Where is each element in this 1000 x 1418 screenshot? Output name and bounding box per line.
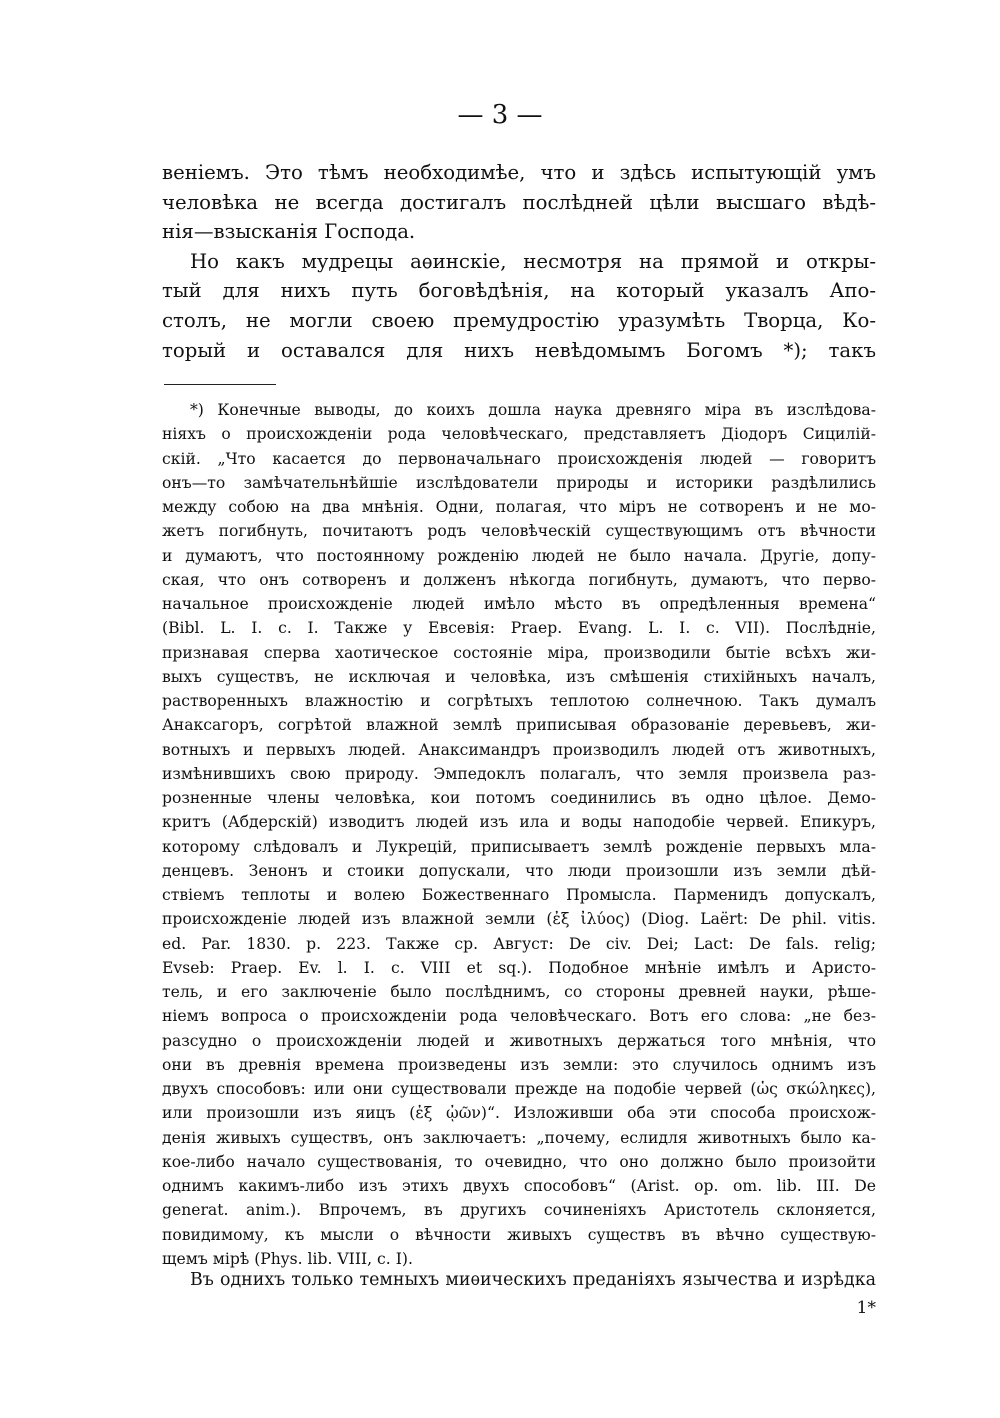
footnote-line: или произошли изъ яицъ (ἐξ ᾠῶν)“. Изложивши оба эти способа происхож- (162, 1104, 876, 1123)
footnote-line: выхъ существъ, не исключая и человѣка, изъ смѣшенія стихійныхъ началъ, (162, 667, 876, 686)
footnote-line: и думаютъ, что постоянному рожденію людей не было начала. Другіе, допу- (162, 546, 876, 565)
footnote-line: между собою на два мнѣнія. Одни, полагая, что міръ не сотворенъ и не мо- (162, 498, 876, 516)
footnote-line: щемъ мірѣ (Phys. lib. VIII, c. I). (162, 1249, 413, 1268)
footnote-line: ed. Par. 1830. p. 223. Также ср. Август: De civ. Dei; Lact: De fals. relig; (162, 934, 876, 953)
footnote-line: Evseb: Praep. Ev. l. I. c. VIII et sq.). Подобное мнѣніе имѣлъ и Аристо- (162, 958, 876, 977)
footnote-line: разсудно о происхожденіи людей и животныхъ держаться того мнѣнія, что (162, 1031, 876, 1050)
footnote-line: которому слѣдовалъ и Лукрецій, приписываетъ землѣ рожденіе первыхъ мла- (162, 837, 876, 856)
footnote-line: Анаксагоръ, согрѣтой влажной землѣ приписывая образованіе деревьевъ, жи- (162, 716, 876, 735)
footnote-line: они въ древнія времена произведены изъ земли: это случилось однимъ изъ (162, 1055, 876, 1074)
footnote-divider (164, 384, 276, 385)
footnote-line: *) Конечные выводы, до коихъ дошла наука древняго міра въ изслѣдова- (190, 401, 876, 419)
footnote-line: признавая сперва хаотическое состояніе міра, производили бытіе всѣхъ жи- (162, 643, 876, 662)
footnote-line: повидимому, къ мысли о вѣчности живыхъ существъ въ вѣчно существую- (162, 1225, 876, 1244)
text-line: Но какъ мудрецы аѳинскіе, несмотря на прямой и откры- (190, 249, 876, 273)
footnote-line: критъ (Абдерскій) изводитъ людей изъ ила и воды наподобіе червей. Епикуръ, (162, 813, 876, 832)
footnote-line: происхожденіе людей изъ влажной земли (ἐξ ἰλύος) (Diog. Laërt: De phil. vitis. (162, 910, 876, 929)
text-line: Въ однихъ только темныхъ миѳическихъ преданіяхъ язычества и изрѣдка (190, 1270, 876, 1290)
footnote-line: измѣнившихъ свою природу. Эмпедоклъ полагалъ, что земля произвела раз- (162, 764, 876, 783)
footnote-line: generat. anim.). Впрочемъ, въ другихъ сочиненіяхъ Аристотель склоняется, (162, 1201, 876, 1220)
main-text (162, 158, 876, 365)
footnote-line: денія живыхъ существъ, онъ заключаетъ: „почему, еслидля животныхъ было ка- (162, 1128, 876, 1147)
footnote-line: однимъ какимъ-либо изъ этихъ двухъ способовъ“ (Arist. op. om. lib. III. De (162, 1177, 876, 1195)
footnote-line: вотныхъ и первыхъ людей. Анаксимандръ производилъ людей отъ животныхъ, (162, 740, 876, 759)
text-line: торый и оставался для нихъ невѣдомымъ Богомъ *); такъ (162, 338, 876, 362)
footnote-line: ская, что онъ сотворенъ и долженъ нѣкогда погибнуть, думаютъ, что перво- (162, 570, 876, 589)
footnote-line: ніемъ вопроса о происхожденіи рода человѣческаго. Вотъ его слова: „не без- (162, 1007, 876, 1026)
footnote-line: ніяхъ о происхожденіи рода человѣческаго, представляетъ Діодоръ Сицилій- (162, 425, 876, 444)
footnote-line: онъ—то замѣчательнѣйшіе изслѣдователи природы и историки раздѣлились (162, 473, 876, 492)
text-line: нія—взысканія Господа. (162, 220, 416, 244)
footnote-line: кое-либо начало существованія, то очевидно, что оно должно было произойти (162, 1152, 876, 1171)
text-line: веніемъ. Это тѣмъ необходимѣе, что и здѣсь испытующій умъ (162, 161, 876, 184)
footnote-line: начальное происхожденіе людей имѣло мѣсто въ опредѣленныя времена“ (162, 595, 876, 613)
footnote (162, 398, 876, 1271)
footnote-line: ствіемъ теплоты и волею Божественнаго Промысла. Парменидъ допускалъ, (162, 886, 876, 904)
footnote-line: (Bibl. L. I. c. I. Также у Евсевія: Praep. Evang. L. I. c. VII). Послѣдніе, (162, 619, 876, 638)
footnote-line: тель, и его заключеніе было послѣднимъ, со стороны древней науки, рѣше- (162, 983, 876, 1001)
footnote-line: скій. „Что касается до первоначальнаго происхожденія людей — говоритъ (162, 449, 876, 468)
text-line: тый для нихъ путь боговѣдѣнія, на который указалъ Апо- (162, 279, 876, 303)
footnote-line: растворенныхъ влажностію и согрѣтыхъ теплотою солнечною. Такъ думалъ (162, 692, 876, 710)
continuation-text (162, 1266, 876, 1296)
text-line: столъ, не могли своею премудростію уразумѣть Творца, Ко- (162, 308, 876, 332)
page-number: — 3 — (457, 100, 543, 130)
footnote-line: денцевъ. Зенонъ и стоики допускали, что люди произошли изъ земли дѣй- (162, 861, 876, 880)
footnote-line: жетъ погибнуть, почитаютъ родъ человѣческій существующимъ отъ вѣчности (162, 522, 876, 541)
footnote-line: двухъ способовъ: или они существовали прежде на подобіе червей (ὡς σκώληκες), (162, 1080, 876, 1098)
signature-mark: 1* (856, 1298, 876, 1318)
text-line: человѣка не всегда достигалъ послѣдней цѣли высшаго вѣдѣ- (162, 190, 876, 214)
footnote-line: розненные члены человѣка, кои потомъ соединились въ одно цѣлое. Демо- (162, 789, 876, 807)
